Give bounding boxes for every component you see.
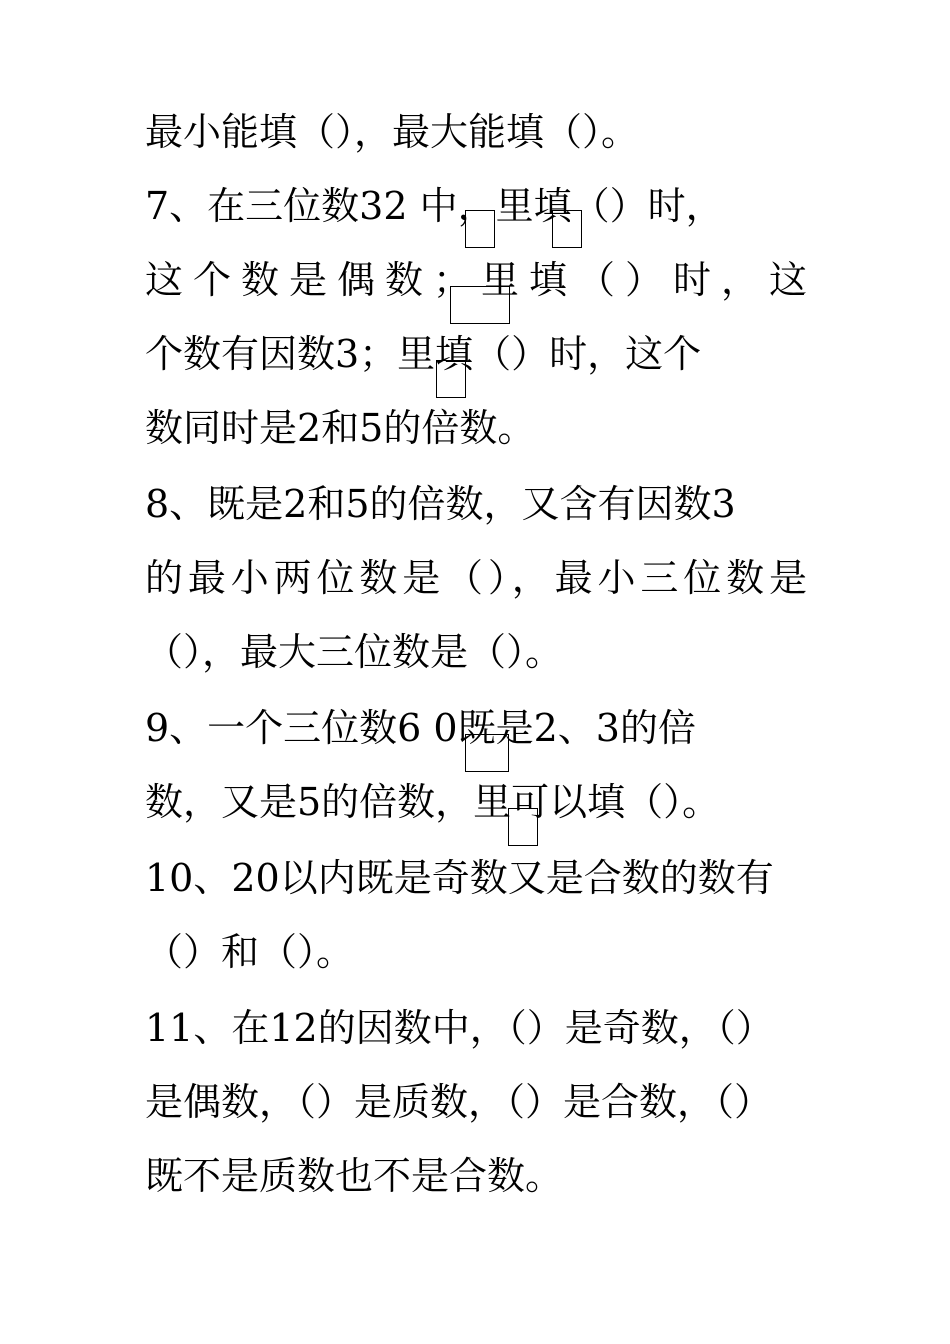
blank-box[interactable] bbox=[450, 286, 510, 324]
question-9-line-1: 9、一个三位数6 0既是2、3的倍 bbox=[145, 706, 696, 750]
question-11-line-2: 是偶数，（）是质数，（）是合数，（） bbox=[145, 1080, 773, 1124]
text-line: 7、在三位数32 中，里填（）时， bbox=[145, 184, 724, 228]
question-10-line-2: （）和（）。 bbox=[145, 930, 355, 974]
question-8-line-2: 的最小两位数是（），最小三位数是 bbox=[145, 556, 807, 600]
blank-box[interactable] bbox=[508, 808, 538, 846]
question-7-line-4: 数同时是2和5的倍数。 bbox=[145, 406, 536, 450]
blank-box[interactable] bbox=[552, 210, 582, 248]
question-7-line-2: 这个数是偶数；里填（）时，这 bbox=[145, 258, 807, 302]
blank-box[interactable] bbox=[465, 734, 509, 772]
question-11-line-3: 既不是质数也不是合数。 bbox=[145, 1154, 564, 1198]
blank-box[interactable] bbox=[436, 360, 466, 398]
blank-box[interactable] bbox=[465, 210, 495, 248]
question-7-line-3: 个数有因数3；里填（）时，这个 bbox=[145, 332, 702, 376]
text-line: 最小能填（），最大能填（）。 bbox=[145, 110, 640, 154]
question-10-line-1: 10、20以内既是奇数又是合数的数有 bbox=[145, 856, 774, 900]
question-8-line-3: （），最大三位数是（）。 bbox=[145, 630, 564, 674]
question-11-line-1: 11、在12的因数中，（）是奇数，（） bbox=[145, 1006, 774, 1050]
question-9-line-2: 数，又是5的倍数，里可以填（）。 bbox=[145, 780, 721, 824]
question-8-line-1: 8、既是2和5的倍数，又含有因数3 bbox=[145, 482, 736, 526]
